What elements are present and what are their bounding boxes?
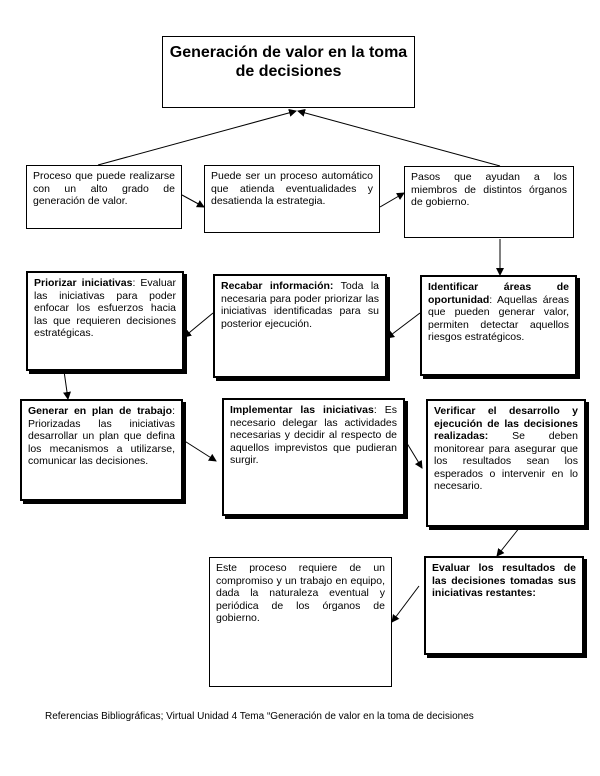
box-heading: Recabar información: xyxy=(221,280,334,292)
arrow-b2-to-b3 xyxy=(380,193,404,207)
box-generar-plan xyxy=(20,399,183,501)
reference-text: Referencias Bibliográficas; Virtual Unidad 4 Tema “Generación de valor en la toma de decisiones xyxy=(45,711,474,722)
box-heading: Evaluar los resultados de las decisiones tomadas sus iniciativas restantes: xyxy=(432,562,576,599)
box-text: Este proceso requiere de un compromiso y un trabajo en equipo, dada la naturaleza eventual y periódica de los órganos de gobierno. xyxy=(216,562,385,624)
box-identificar-areas xyxy=(420,275,577,376)
box-heading: Verificar el desarrollo y ejecución de las decisiones realizadas: xyxy=(434,405,578,442)
box-text: Proceso que puede realizarse con un alto grado de generación de valor. xyxy=(33,170,175,207)
box-text: Toda la necesaria para poder priorizar las iniciativas identificadas para su posterior ejecución. xyxy=(221,280,379,330)
box-implementar-iniciativas xyxy=(222,398,405,516)
box-proceso-automatico xyxy=(204,165,380,233)
arrow-b1-to-title xyxy=(98,111,296,165)
box-text: : Aquellas áreas que pueden generar valor, permiten detectar aquellos riesgos estratégicos. xyxy=(428,293,569,343)
box-heading: Priorizar iniciativas xyxy=(34,277,133,289)
arrow-b5-to-b6 xyxy=(184,313,213,337)
box-recabar-informacion xyxy=(213,274,387,378)
arrow-b4-to-b5 xyxy=(387,313,420,338)
box-text: : Es necesario delegar las actividades necesarias y decidir al respecto de aquellos imprevistos que pudieran surgir. xyxy=(230,404,397,466)
arrow-b1-to-b2 xyxy=(182,195,204,207)
box-text: Puede ser un proceso automático que atienda eventualidades y desatienda la estrategia. xyxy=(211,170,373,207)
diagram-title: Generación de valor en la toma de decisiones xyxy=(162,36,415,108)
box-text: Pasos que ayudan a los miembros de distintos órganos de gobierno. xyxy=(411,171,567,208)
box-proceso-valor xyxy=(26,165,182,229)
box-heading: Identificar áreas de oportunidad xyxy=(428,281,569,306)
arrow-b8-to-b9 xyxy=(405,440,422,468)
box-heading: Generar en plan de trabajo xyxy=(28,405,173,417)
arrow-b3-to-title xyxy=(298,111,500,166)
arrow-b10-to-b11 xyxy=(392,586,419,622)
box-text: : Priorizadas las iniciativas desarrollar un plan que defina los mecanismos a utilizarse, comunicar las decisiones. xyxy=(28,405,175,467)
arrow-b6-to-b7 xyxy=(64,371,68,399)
box-pasos-organos xyxy=(404,166,574,238)
box-verificar-desarrollo xyxy=(426,399,586,527)
box-text: : Evaluar las iniciativas para poder enfocar los esfuerzos hacia las que requieren decisiones estratégicas. xyxy=(34,277,177,339)
box-priorizar-iniciativas xyxy=(26,271,184,371)
box-text: Se deben monitorear para asegurar que los resultados sean los esperados o intervenir en lo necesario. xyxy=(434,430,578,492)
arrow-b7-to-b8 xyxy=(183,440,216,461)
box-evaluar-resultados xyxy=(424,556,584,655)
box-compromiso-equipo xyxy=(209,557,392,687)
box-heading: Implementar las iniciativas xyxy=(230,404,374,416)
arrow-b9-to-b10 xyxy=(497,527,520,556)
